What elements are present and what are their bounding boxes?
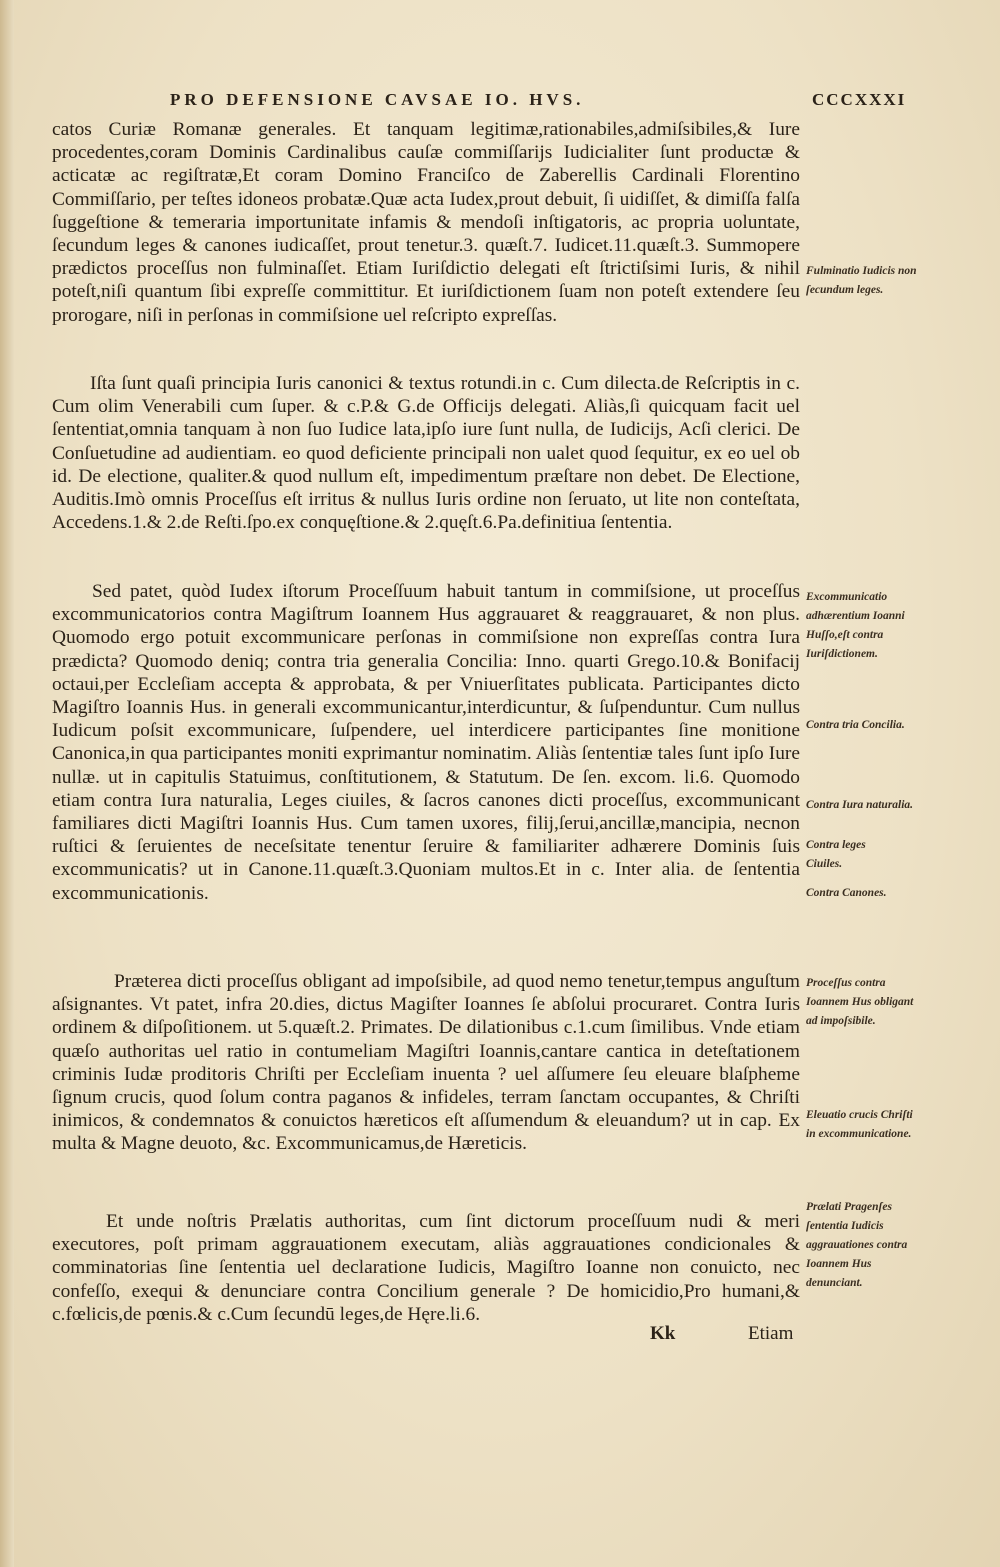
paragraph-text: Et unde noſtris Prælatis authoritas, cum ſint dictorum proceſſuum nudi & meri executores, poſt primam aggrauationem executam, aliàs aggrauationes condicionales & comminatorias ſine ſententia uel declaratione Iudicis, Magiſtro Ioanne non conuicto, nec confeſſo, exequi & denunciare contra Concilium generale ? De homicidio,Pro humani,& c.fœlicis,de pœnis.& c.Cum ſecundū leges,de Hęre.li.6. (52, 1211, 800, 1325)
margin-note: Contra tria Concilia. (806, 719, 905, 731)
running-title: PRO DEFENSIONE CAVSAE IO. HVS. (170, 90, 585, 109)
margin-note: Contra Iura naturalia. (806, 799, 914, 811)
paragraph-4 (52, 970, 800, 1156)
paragraph-5 (52, 1210, 800, 1326)
paragraph-text: catos Curiæ Romanæ generales. Et tanquam legitimæ,rationabiles,admiſsibiles,& Iure procedentes,coram Dominis Cardinalibus cauſæ commiſſarijs Iudicialiter ſunt productæ & acticatæ ac regiſtratæ,Et coram Domino Franciſco de Zaberellis Cardinali Florentino Commiſſario, per teſtes idoneos probatæ.Quæ acta Iudex,prout debuit, ſi uidiſſet, & dimiſſa falſa ſuggeſtione & temeraria importunitate infamis & mendoſi inſtigatoris, ac propria uoluntate, ſecundum leges & canones iudicaſſet, prout tenetur.3. quæſt.7. Iudicet.11.quæſt.3. Summopere prædictos proceſſus non fulminaſſet. Etiam Iuriſdictio delegati eſt ſtrictiſsimi Iuris, & nihil poteſt,niſi quantum ſibi expreſſe committitur. Et iuriſdictionem ſuam non poteſt extendere ſeu prorogare, niſi in perſonas in commiſsione uel reſcripto expreſſas. (52, 119, 800, 326)
margin-note: Proceſſus contra Ioannem Hus obligant ad impoſsibile. (806, 977, 914, 1027)
catchword: Etiam (748, 1323, 794, 1344)
signature-mark: Kk (650, 1323, 676, 1344)
paragraph-3 (52, 580, 800, 905)
paragraph-text: Præterea dicti proceſſus obligant ad impoſsibile, ad quod nemo tenetur,tempus anguſtum aſsignantes. Vt patet, infra 20.dies, dictus Magiſter Ioannes ſe abſolui procuraret. Contra Iuris ordinem & diſpoſitionem. ut 5.quæſt.2. Primates. De dilationibus c.1.cum ſimilibus. Vnde etiam quæſo authoritas uel ratio in contumeliam Magiſtri Ioannis,cantare cantica in deteſtationem criminis Iudæ proditoris Chriſti per Eccleſiam inuenta ? uel aſſumere ſeu eleuare blaſpheme ſignum crucis, quod ſolum contra paganos & infideles, terram ſanctam occupantes, & Chriſti inimicos, & condemnatos & conuictos hæreticos eſt aſſumendum & eleuandum? ut in cap. Ex multa & Magne deuoto, &c. Excommunicamus,de Hæreticis. (52, 971, 800, 1155)
margin-note: Prælati Pragenſes ſententia Iudicis aggrauationes contra Ioannem Hus denunciant. (806, 1201, 908, 1289)
margin-note: Eleuatio crucis Chriſti in excommunicatione. (806, 1109, 913, 1140)
margin-note: Fulminatio Iudicis non ſecundum leges. (806, 265, 917, 296)
margin-note: Contra Canones. (806, 887, 887, 899)
folio-number: CCCXXXI (812, 90, 907, 109)
binding-gutter (0, 0, 14, 1567)
margin-note: Excommunicatio adhærentium Ioanni Huſſo,eſt contra Iuriſdictionem. (806, 591, 905, 660)
paragraph-2 (52, 372, 800, 534)
paragraph-text: Sed patet, quòd Iudex iſtorum Proceſſuum habuit tantum in commiſsione, ut proceſſus excommunicatorios contra Magiſtrum Ioannem Hus aggrauaret & reaggrauaret, & non plus. Quomodo ergo potuit excommunicare perſonas in commiſsione non expreſſas contra Iura prædicta? Quomodo deniq; contra tria generalia Concilia: Inno. quarti Grego.10.& Bonifacij octaui,per Eccleſiam accepta & approbata, & per Vniuerſitates publicata. Participantes dicto Magiſtro Ioannis Hus. in generali excommunicantur,interdicuntur, & ſuſpenduntur. Cum nullus Iudicum poſsit excommunicare, ſuſpendere, uel interdicere participantes ſine monitione Canonica,in qua participantes moniti exprimantur nominatim. Aliàs ſententiæ tales ſunt ipſo Iure nullæ. ut in capitulis Statuimus, conſtitutionem, & Statutum. De ſen. excom. li.6. Quomodo etiam contra Iura naturalia, Leges ciuiles, & ſacros canones dicti proceſſus, excommunicant familiares dicti Magiſtri Ioannis Hus. Cum tamen uxores, filij,ſerui,ancillæ,mancipia, necnon ruſtici & ſeruientes de neceſsitate tenentur ſeruire & familiariter adhærere Dominis ſuis excommunicatis? ut in Canone.11.quæſt.3.Quoniam multos.Et in c. Inter alia. de ſententia excommunicationis. (52, 581, 800, 904)
paragraph-text: Iſta ſunt quaſi principia Iuris canonici & textus rotundi.in c. Cum dilecta.de Reſcriptis in c. Cum olim Venerabili cum ſuper. & c.P.& G.de Officijs delegati. Aliàs,ſi quicquam facit uel ſententiat,omnia tanquam à non ſuo Iudice lata,ipſo iure ſunt nulla, de Iudicijs, Acſi clerici. De Conſuetudine ad audientiam. eo quod deficiente principali non ualet quod ſequitur, ex eo uel ob id. De electione, qualiter.& quod nullum eſt, impedimentum præſtare non debet. De Electione, Auditis.Imò omnis Proceſſus eſt irritus & nullus Iuris ordine non ſeruato, ut lite non conteſtata, Accedens.1.& 2.de Reſti.ſpo.ex conquęſtione.& 2.quęſt.6.Pa.definitiua ſententia. (52, 373, 800, 534)
paragraph-1 (52, 118, 800, 327)
margin-note: Contra leges Ciuiles. (806, 839, 866, 870)
